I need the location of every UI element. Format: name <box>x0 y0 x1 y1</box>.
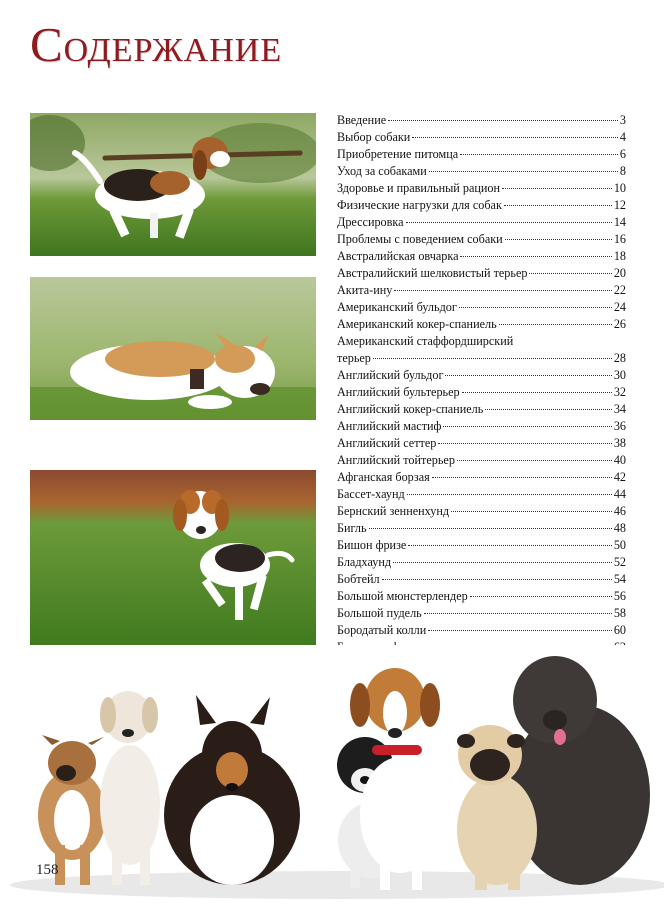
toc-entry-page: 4 <box>619 130 626 144</box>
toc-entry-title: Выбор собаки <box>337 130 411 144</box>
toc-entry-title: Проблемы с поведением собаки <box>337 232 503 246</box>
toc-leader-dots <box>369 528 612 529</box>
toc-entry <box>337 248 626 265</box>
toc-entry-title: Уход за собаками <box>337 164 427 178</box>
toc-entry-title: Большой пудель <box>337 606 422 620</box>
toc-entry-title: Бигль <box>337 521 367 535</box>
toc-entry-title: Австралийская овчарка <box>337 249 459 263</box>
table-of-contents <box>337 112 626 656</box>
toc-entry-title: Бобтейл <box>337 572 380 586</box>
toc-entry-page: 38 <box>613 436 626 450</box>
toc-entry-page: 58 <box>613 606 626 620</box>
toc-leader-dots <box>445 375 611 376</box>
toc-entry-page: 60 <box>613 623 626 637</box>
toc-leader-dots <box>408 545 612 546</box>
toc-leader-dots <box>505 239 612 240</box>
toc-entry-page: 3 <box>619 113 626 127</box>
toc-entry-page: 10 <box>613 181 626 195</box>
toc-entry-title: Большой мюнстерлендер <box>337 589 468 603</box>
toc-entry <box>337 129 626 146</box>
toc-entry-title: Американский бульдог <box>337 300 457 314</box>
toc-leader-dots <box>460 154 618 155</box>
toc-entry-title: Английский бультерьер <box>337 385 460 399</box>
toc-entry-title: Дрессировка <box>337 215 404 229</box>
toc-leader-dots <box>394 290 611 291</box>
toc-entry-page: 48 <box>613 521 626 535</box>
toc-entry-page: 12 <box>613 198 626 212</box>
toc-entry-page: 42 <box>613 470 626 484</box>
toc-entry-page: 18 <box>613 249 626 263</box>
toc-entry <box>337 605 626 622</box>
toc-entry <box>337 384 626 401</box>
toc-entry-page: 26 <box>613 317 626 331</box>
toc-leader-dots <box>470 596 612 597</box>
toc-entry <box>337 367 626 384</box>
toc-entry-page: 52 <box>613 555 626 569</box>
toc-leader-dots <box>406 222 612 223</box>
toc-entry-title: Бишон фризе <box>337 538 407 552</box>
toc-entry <box>337 520 626 537</box>
toc-leader-dots <box>429 171 618 172</box>
toc-leader-dots <box>388 120 618 121</box>
toc-leader-dots <box>412 137 618 138</box>
toc-entry-title: Приобретение питомца <box>337 147 459 161</box>
toc-entry-title: Американский кокер-спаниель <box>337 317 497 331</box>
toc-entry-page: 56 <box>613 589 626 603</box>
toc-entry <box>337 452 626 469</box>
toc-entry-title: Акита-ину <box>337 283 393 297</box>
toc-entry <box>337 112 626 129</box>
toc-entry-title: Австралийский шелковистый терьер <box>337 266 528 280</box>
toc-entry-title: Бернский зенненхунд <box>337 504 450 518</box>
toc-leader-dots <box>432 477 612 478</box>
page-number: 158 <box>36 862 59 878</box>
toc-leader-dots <box>393 562 612 563</box>
toc-entry-page: 46 <box>613 504 626 518</box>
toc-leader-dots <box>462 392 612 393</box>
toc-entry-title: Английский сеттер <box>337 436 437 450</box>
toc-entry <box>337 571 626 588</box>
toc-entry <box>337 299 626 316</box>
toc-entry-title: Английский мастиф <box>337 419 442 433</box>
toc-entry-page: 32 <box>613 385 626 399</box>
toc-entry-title: Бладхаунд <box>337 555 392 569</box>
toc-entry <box>337 163 626 180</box>
toc-entry-title: Английский бульдог <box>337 368 444 382</box>
toc-entry <box>337 180 626 197</box>
toc-entry-page: 6 <box>619 147 626 161</box>
toc-entry <box>337 503 626 520</box>
toc-entry-page: 14 <box>613 215 626 229</box>
beagle-puppy-photo <box>30 470 316 647</box>
toc-entry-title: Введение <box>337 113 387 127</box>
toc-leader-dots <box>504 205 612 206</box>
toc-entry <box>337 554 626 571</box>
page-title: Содержание <box>30 17 283 72</box>
toc-entry-page: 16 <box>613 232 626 246</box>
toc-entry-page: 36 <box>613 419 626 433</box>
toc-entry-page: 28 <box>613 351 626 365</box>
toc-entry-title: терьер <box>337 351 371 365</box>
toc-entry <box>337 231 626 248</box>
toc-entry-title: Английский кокер-спаниель <box>337 402 484 416</box>
toc-entry-page: 34 <box>613 402 626 416</box>
toc-entry <box>337 435 626 452</box>
toc-leader-dots <box>502 188 612 189</box>
toc-leader-dots <box>499 324 612 325</box>
toc-entry <box>337 282 626 299</box>
toc-entry-page: 8 <box>619 164 626 178</box>
toc-entry <box>337 316 626 333</box>
toc-entry-title: Бородатый колли <box>337 623 427 637</box>
toc-entry-title: Бассет-хаунд <box>337 487 405 501</box>
toc-entry-page: 40 <box>613 453 626 467</box>
basset-hound-photo <box>30 113 316 256</box>
toc-entry <box>337 265 626 282</box>
toc-entry <box>337 401 626 418</box>
toc-entry-page: 24 <box>613 300 626 314</box>
toc-entry-page: 22 <box>613 283 626 297</box>
toc-entry <box>337 146 626 163</box>
toc-leader-dots <box>457 460 612 461</box>
toc-entry <box>337 486 626 503</box>
toc-entry-page: 20 <box>613 266 626 280</box>
toc-entry-title: Физические нагрузки для собак <box>337 198 502 212</box>
toc-entry <box>337 214 626 231</box>
toc-leader-dots <box>407 494 612 495</box>
toc-entry <box>337 469 626 486</box>
toc-entry-page: 54 <box>613 572 626 586</box>
toc-entry-title: Американский стаффордширский <box>337 334 514 348</box>
toc-leader-dots <box>451 511 612 512</box>
toc-entry <box>337 588 626 605</box>
toc-entry <box>337 197 626 214</box>
toc-leader-dots <box>459 307 612 308</box>
pit-bull-photo <box>30 277 316 420</box>
toc-leader-dots <box>424 613 612 614</box>
dogs-group-photo <box>0 645 664 900</box>
toc-leader-dots <box>529 273 611 274</box>
toc-entry <box>337 418 626 435</box>
toc-entry-page: 50 <box>613 538 626 552</box>
toc-entry-page: 30 <box>613 368 626 382</box>
toc-entry-page: 44 <box>613 487 626 501</box>
toc-entry-title: Афганская борзая <box>337 470 430 484</box>
toc-leader-dots <box>438 443 611 444</box>
toc-leader-dots <box>485 409 612 410</box>
toc-entry <box>337 537 626 554</box>
toc-leader-dots <box>428 630 612 631</box>
toc-leader-dots <box>443 426 611 427</box>
toc-entry-title: Английский тойтерьер <box>337 453 455 467</box>
toc-entry-title: Здоровье и правильный рацион <box>337 181 501 195</box>
toc-leader-dots <box>382 579 612 580</box>
toc-entry <box>337 622 626 639</box>
toc-leader-dots <box>373 358 612 359</box>
toc-entry <box>337 333 626 367</box>
toc-leader-dots <box>460 256 611 257</box>
